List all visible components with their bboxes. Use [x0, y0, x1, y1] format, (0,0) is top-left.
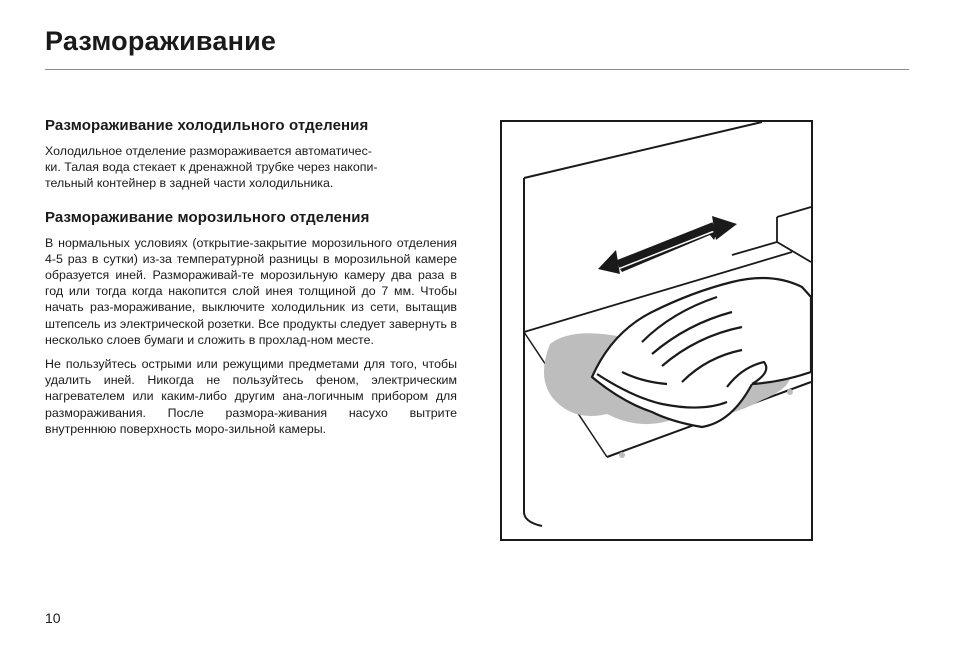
upper-shelf-line [524, 122, 762, 178]
water-drop [568, 390, 576, 398]
water-drop [787, 389, 793, 395]
page-title: Размораживание [45, 26, 277, 56]
fridge-paragraph: Холодильное отделение размораживается автоматичес- ки. Талая вода стекает к дренажной трубке через накопи- тельный контейнер в задней части холодильника. [45, 144, 378, 191]
text-column [45, 117, 457, 445]
freezer-paragraph-2: Не пользуйтесь острыми или режущими предметами для того, чтобы удалить иней. Никогда не пользуйтесь феном, электрическим нагревателем или каким-либо другим ана-логичным прибором для размораживания. После размора-живания насухо вытрите внутреннюю поверхность моро-зильной камеры. [45, 357, 457, 436]
defrost-drawing [502, 122, 811, 539]
freezer-paragraph-1: В нормальных условиях (открытие-закрытие морозильного отделения 4-5 раз в сутки) из-за температурной разницы в морозильной камере образуется иней. Размораживай-те морозильную камеру два раза в год или тогда когда накопится слой инея толщиной до 7 мм. Чтобы начать раз-мораживание, выключите холодильник из сети, вытащив штепсель из электрической розетки. Все продукты следует завернуть в несколько слоев бумаги и сложить в прохлад-ном месте. [45, 235, 458, 347]
section-heading-fridge: Размораживание холодильного отделения [45, 117, 369, 134]
double-arrow-icon [598, 216, 737, 274]
page-number: 10 [45, 610, 61, 626]
defrost-illustration [500, 120, 813, 541]
section-heading-freezer: Размораживание морозильного отделения [45, 208, 370, 226]
left-wall-line [524, 178, 542, 526]
water-drop [557, 339, 563, 345]
water-drop [619, 452, 625, 458]
drain-ledge [732, 207, 811, 262]
title-divider [45, 69, 909, 70]
